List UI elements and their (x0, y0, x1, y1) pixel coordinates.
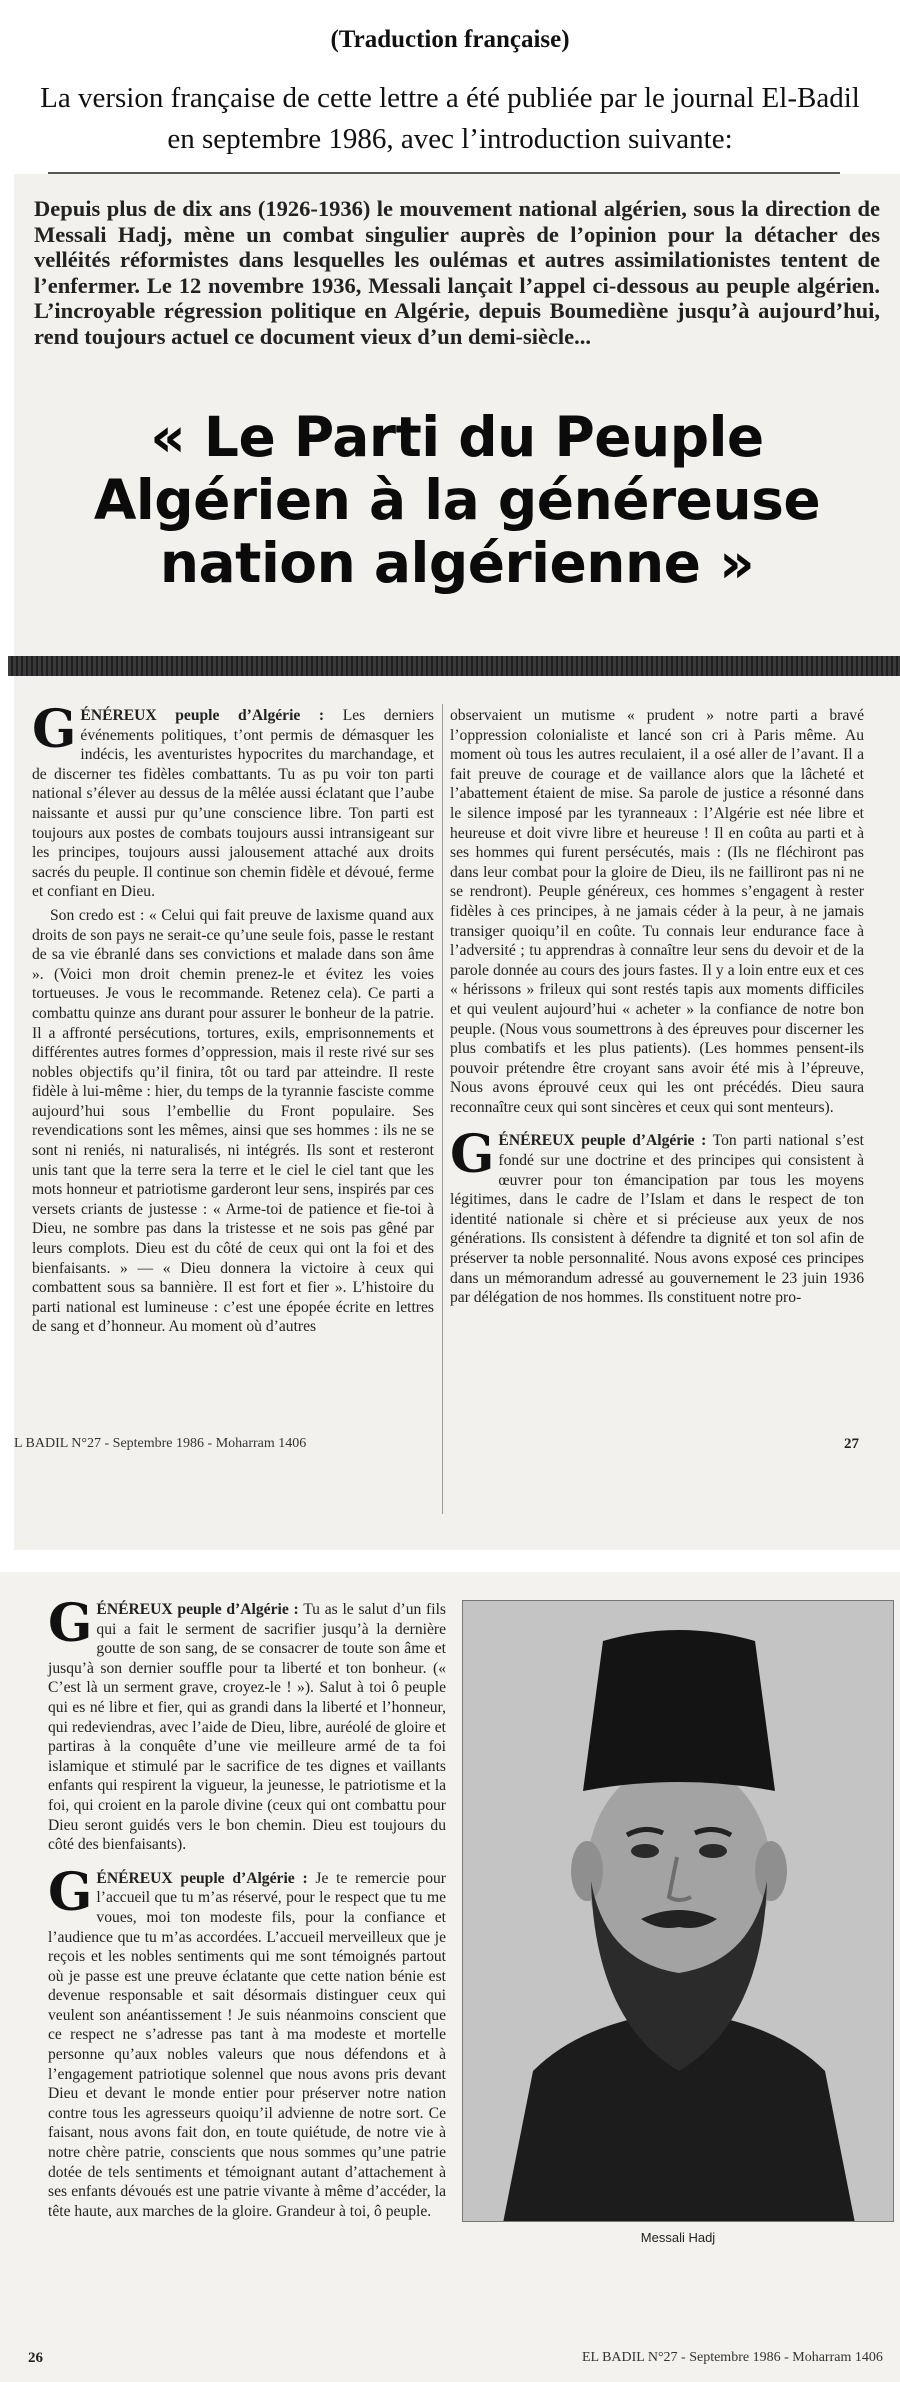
drop-cap: G (32, 699, 77, 760)
portrait-photo (462, 1600, 894, 2222)
newspaper-page-27 (14, 174, 900, 1550)
translation-title: (Traduction française) (330, 26, 570, 53)
intro-line-2: en septembre 1986, avec l’introduction suivante: (167, 123, 733, 155)
paragraph-lead: ÉNÉREUX peuple d’Algérie : (96, 1869, 308, 1887)
paragraph-text: Tu as le salut d’un fils qui a fait le serment de sacrifier jusqu’à la dernière goutte de son sang, de se consacrer de toute son âme et jusqu’à son dernier souffle pour ta liberté et ton bonheur. (« C’est là un serment grave, croyez-le ! »). Salut à toi ô peuple qui es né libre et fier, qui as grandi dans la liberté et l’honneur, qui redeviendras, avec l’aide de Dieu, libre, auréolé de gloire et partiras à la conquête d’une vie meilleure armé de ta foi islamique et stimulé par le sacrifice de tes dignes et vaillants enfants qui respirent la vigueur, la jeunesse, le patriotisme et la foi, qui croient en la parole divine (ceux qui ont combattu pour Dieu seront guidés vers le bon chemin. Dieu est toujours du côté des bienfaisants). (48, 1601, 446, 1854)
paragraph-lead: ÉNÉREUX peuple d’Algérie : (96, 1601, 299, 1618)
paragraph-lead: ÉNÉREUX peuple d’Algérie : (80, 707, 325, 724)
photo-caption: Messali Hadj (640, 2230, 716, 2245)
page-number: 26 (28, 2350, 43, 2366)
paragraph-text: Ton parti national s’est fondé sur une doctrine et des principes qui consistent à œuvrer pour ton émancipation par tous les moyens légitimes, dans le cadre de l’Islam et dans le respect de ton identité nationale si chère et si précieuse aux yeux de nos générations. Ils consistent à défendre ta dignité et ton sol afin de préserver ta noble personnalité. Nous avons exposé ces principes dans un mémorandum adressé au gouvernement le 23 juin 1936 par délégation de nos hommes. Ils constituent notre pro- (450, 1132, 864, 1307)
article-column-1 (32, 699, 434, 1341)
paragraph-text: Je te remercie pour l’accueil que tu m’as réservé, pour le respect que tu me voues, moi ton modeste fils, pour la confiance et l’audience que tu m’as accordées. L’accueil merveilleux que je reçois et les nobles sentiments qui me sont témoignés partout où je passe est une preuve éclatante que cette nation bénie est devenue responsable et sait désormais distinguer ceux qui veulent son anéantissement ! Je suis néanmoins conscient que ce respect ne s’adresse pas tant à ma modeste et mortelle personne qu’aux nobles valeurs que nous défendons et à l’engagement patriotique solennel que nous avons pris devant Dieu et devant le monde entier pour préserver notre nation contre tous les agresseurs quoiqu’il advienne de notre sort. Ce faisant, nous avons fait don, en toute quiétude, de notre vie à notre chère patrie, conscients que nous sommes qu’une patrie dotée de tels sentiments et témoignant autant d’attachement à ses enfants dévoués est une patrie vivante à même d’accéder, la tête haute, aux marches de la gloire. Grandeur à toi, ô peuple. (48, 1869, 446, 2220)
article-headline (14, 406, 900, 595)
paragraph-text: Son credo est : « Celui qui fait preuve de laxisme quand aux droits de son pays ne serait-ce qu’une seule fois, passe le restant de sa vie ébranlé dans ses convictions et malade dans son âme ». (Voici mon droit chemin prenez-le et évitez les voies tortueuses. Je vous le recommande. Retenez cela). Ce parti a combattu quinze ans durant pour assurer le bonheur de la patrie. Il a affronté persécutions, tortures, exils, emprisonnements et différentes autres formes d’oppression, mais il reste rivé sur ses nobles objectifs qu’il finira, tôt ou tard par atteindre. Il reste fidèle à lui-même : hier, du temps de la tyrannie fasciste comme aujourd’hui sous l’embellie du Front populaire. Ses revendications sont les mêmes, ainsi que ses hommes : ils ne se sont ni reniés, ni naturalisés, ni intégrés. Ils sont et resteront unis tant que la terre sera la terre et le ciel le ciel tant que les mots honneur et patriotisme garderont leur sens, inspirés par ces versets criants de justesse : « Arme-toi de patience et fie-toi à Dieu, ne sombre pas dans la tristesse et ne sois pas gêné par leurs complots. Dieu est du côté de ceux qui ont la foi et des bienfaisants. » — « Dieu donnera la victoire à ceux qui combattent sous sa bannière. Il est fort et fier ». L’histoire du parti national est lumineuse : c’est une épopée écrite en lettres de sang et d’honneur. Au moment où d’autres (32, 906, 434, 1336)
translation-header (0, 0, 900, 172)
page-number: 27 (844, 1436, 859, 1452)
page-footer: EL BADIL N°27 - Septembre 1986 - Moharram 1406 (582, 2350, 883, 2365)
paragraph-lead: ÉNÉREUX peuple d’Algérie : (498, 1132, 707, 1150)
decorative-rule (8, 656, 900, 676)
article-lede: Depuis plus de dix ans (1926-1936) le mouvement national algérien, sous la direction de Messali Hadj, mène un combat singulier auprès de l’opinion pour la détacher des velléités réformistes dans lesquelles les oulémas et autres assimilationistes tentent de l’enfermer. Le 12 novembre 1936, Messali lançait l’appel ci-dessous au peuple algérien. L’incroyable régression politique en Algérie, depuis Boumediène jusqu’à aujourd’hui, rend toujours actuel ce document vieux d’un demi-siècle... (34, 196, 880, 349)
intro-text (20, 78, 880, 160)
headline-line-3: nation algérienne » (159, 531, 755, 595)
paragraph-text: Les derniers événements politiques, t’ont permis de démasquer les indécis, les aventuristes hypocrites du marchandage, et de discerner tes fidèles combattants. Tu as pu voir ton parti national s’élever au dessus de la mêlée aussi éclatant que l’aube naissante et aussi pur qu’une conscience libre. Ton parti est toujours aux postes de combats toujours aussi intransigeant sur les principes, toujours aussi jalousement attaché aux droits sacrés du peuple. Il continue son chemin fidèle et dévoué, ferme et confiant en Dieu. (32, 707, 434, 901)
drop-cap: G (48, 1593, 93, 1654)
column-divider (442, 704, 443, 1514)
drop-cap: G (450, 1124, 495, 1186)
article-column-2 (450, 706, 864, 1312)
article-column-3 (48, 1593, 446, 2225)
paragraph-text: observaient un mutisme « prudent » notre parti a bravé l’oppression colonialiste et lancé son cri à Paris même. Au moment où tous les autres reculaient, il a osé aller de l’avant. Il a fait preuve de courage et de vaillance alors que la lâcheté et l’abattement étaient de mise. Sa parole de justice a résonné dans le silence imposé par les tyranneaux : l’Algérie est née libre et heureuse et doit vivre libre et heureuse ! Il en coûta au parti et à ses hommes qui furent persécutés, mais : (Ils ne fléchiront pas dans leur combat pour la gloire de Dieu, ils ne failliront pas ni ne se rendront). Peuple généreux, ces hommes s’engagent à rester fidèles à ces principes, à ne jamais céder à la peur, à ne jamais transiger quoiqu’il en coûte. Tu connais leur endurance face à l’adversité ; tu apprendras à connaître leur sens du devoir et de la parole donnée au cours des jours fastes. Il y a loin entre eux et ces « hérissons » frileux qui sont restés tapis aux moments difficiles et qui veulent aujourd’hui « acheter » la confiance de notre bon peuple. (Nous vous soumettrons à des épreuves pour discerner les plus combatifs et les plus patients). (Les hommes pensent-ils pouvoir prétendre être croyant sans avoir été mis à l’épreuve, Nous avons éprouvé ceux qui les ont précédés. Dieu saura reconnaître ceux qui sont sincères et ceux qui sont menteurs). (450, 707, 864, 1116)
drop-cap: G (48, 1861, 93, 1923)
newspaper-page-26 (0, 1572, 900, 2382)
intro-line-1: La version française de cette lettre a été publiée par le journal El-Badil (40, 82, 860, 114)
page-footer: L BADIL N°27 - Septembre 1986 - Moharram 1406 (14, 1436, 307, 1451)
portrait-illustration (463, 1601, 894, 2222)
headline-line-1: « Le Parti du Peuple (150, 405, 764, 469)
headline-line-2: Algérien à la généreuse (93, 468, 821, 532)
